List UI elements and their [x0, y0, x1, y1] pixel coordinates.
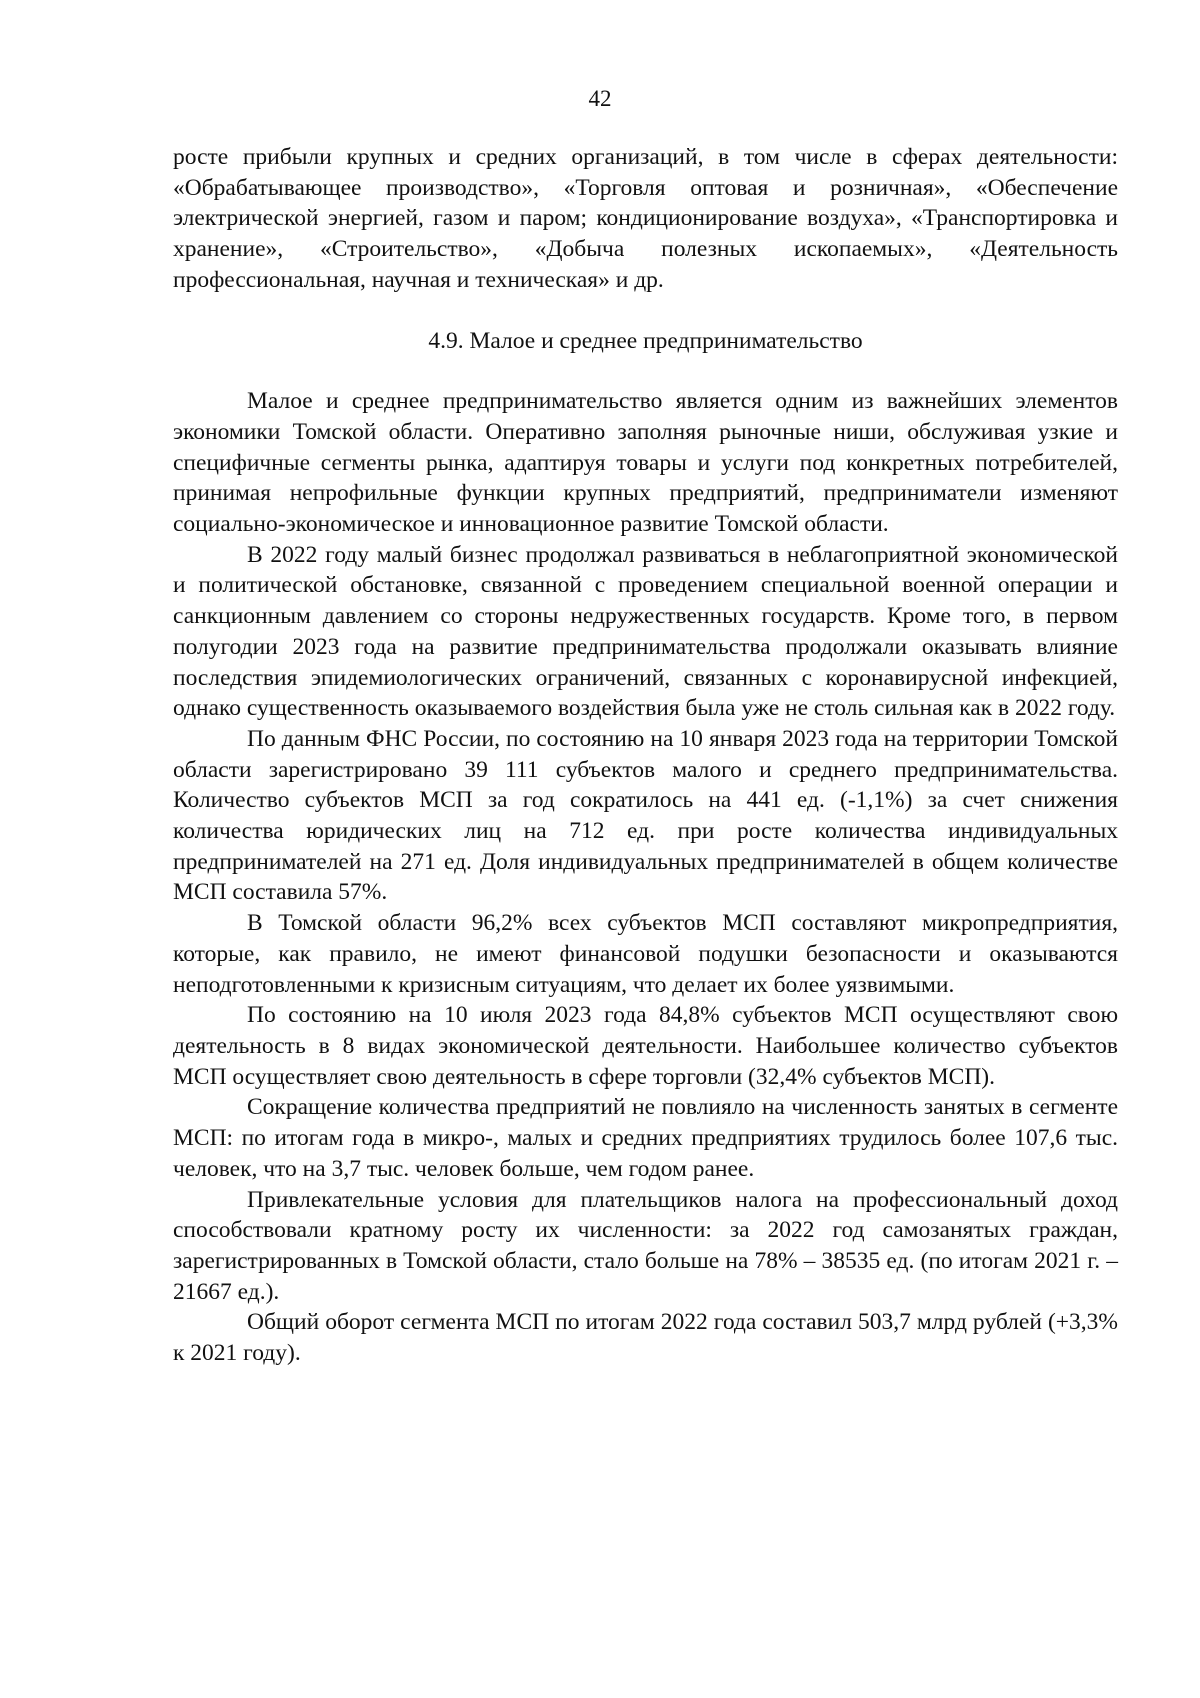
paragraph: По состоянию на 10 июля 2023 года 84,8% субъектов МСП осуществляют свою деятельность в 8 видах экономической деятельности. Наибольшее количество субъектов МСП осуществляет свою деятельность в сфере торговли (32,4% субъектов МСП). [173, 1002, 1118, 1090]
paragraph: Общий оборот сегмента МСП по итогам 2022 года составил 503,7 млрд рублей (+3,3% к 2021 году). [173, 1309, 1118, 1367]
document-body [173, 142, 1118, 1369]
paragraph: По данным ФНС России, по состоянию на 10 января 2023 года на территории Томской области зарегистрировано 39 111 субъектов малого и среднего предпринимательства. Количество субъектов МСП за год сократилось на 441 ед. (-1,1%) за счет снижения количества юридических лиц на 712 ед. при росте количества индивидуальных предпринимателей на 271 ед. Доля индивидуальных предпринимателей в общем количестве МСП составила 57%. [173, 725, 1118, 906]
section-heading: 4.9. Малое и среднее предпринимательство [428, 327, 863, 354]
page-number: 42 [588, 86, 612, 111]
paragraph: Малое и среднее предпринимательство является одним из важнейших элементов экономики Томской области. Оперативно заполняя рыночные ниши, обслуживая узкие и специфичные сегменты рынка, адаптируя товары и услуги под конкретных потребителей, принимая непрофильные функции крупных предприятий, предприниматели изменяют социально-экономическое и инновационное развитие Томской области. [173, 388, 1118, 538]
paragraph: В Томской области 96,2% всех субъектов МСП составляют микропредприятия, которые, как правило, не имеют финансовой подушки безопасности и оказываются неподготовленными к кризисным ситуациям, что делает их более уязвимыми. [173, 910, 1118, 998]
intro-paragraph: росте прибыли крупных и средних организаций, в том числе в сферах деятельности: «Обрабатывающее производство», «Торговля оптовая и розничная», «Обеспечение электрической энергией, газом и паром; кондиционирование воздуха», «Транспортировка и хранение», «Строительство», «Добыча полезных ископаемых», «Деятельность профессиональная, научная и техническая» и др. [173, 144, 1118, 293]
paragraph: Сокращение количества предприятий не повлияло на численность занятых в сегменте МСП: по итогам года в микро-, малых и средних предприятиях трудилось более 107,6 тыс. человек, что на 3,7 тыс. человек больше, чем годом ранее. [173, 1094, 1118, 1182]
paragraph: Привлекательные условия для плательщиков налога на профессиональный доход способствовали кратному росту их численности: за 2022 год самозанятых граждан, зарегистрированных в Томской области, стало больше на 78% – 38535 ед. (по итогам 2021 г. – 21667 ед.). [173, 1186, 1118, 1305]
paragraph: В 2022 году малый бизнес продолжал развиваться в неблагоприятной экономической и политической обстановке, связанной с проведением специальной военной операции и санкционным давлением со стороны недружественных государств. Кроме того, в первом полугодии 2023 года на развитие предпринимательства продолжали оказывать влияние последствия эпидемиологических ограничений, связанных с коронавирусной инфекцией, однако существенность оказываемого воздействия была уже не столь сильная как в 2022 году. [173, 541, 1118, 722]
